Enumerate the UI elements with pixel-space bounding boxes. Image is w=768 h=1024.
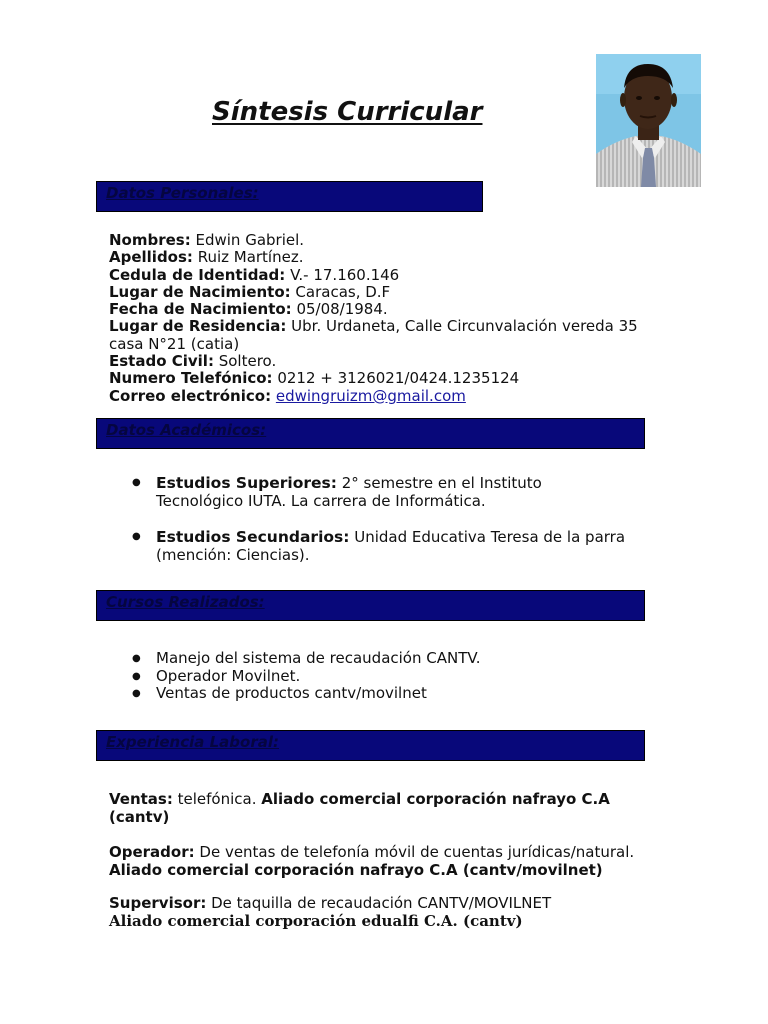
experience-ventas: Ventas: telefónica. Aliado comercial corporación nafrayo C.A (cantv) (109, 790, 610, 826)
section-header-academic (96, 418, 645, 449)
info-row-nombres: Nombres: Edwin Gabriel. (109, 231, 305, 249)
info-row-lugar-nacimiento: Lugar de Nacimiento: Caracas, D.F (109, 282, 391, 301)
list-item: ● Operador Movilnet. (132, 668, 480, 686)
info-row-estado-civil: Estado Civil: Soltero. (109, 352, 277, 371)
experience-operador: Operador: De ventas de telefonía móvil de cuentas jurídicas/natural. Aliado comercial corporación nafrayo C.A (cantv/movilnet) (109, 843, 635, 879)
section-header-courses (96, 590, 645, 621)
info-row-residencia: Lugar de Residencia: Ubr. Urdaneta, Calle Circunvalación vereda 35 (109, 317, 638, 336)
personal-info (109, 232, 638, 405)
courses-list (132, 650, 480, 703)
section-title-courses: Cursos Realizados: (106, 593, 265, 611)
section-title-experience: Experiencia Laboral: (106, 733, 279, 751)
info-row-correo: Correo electrónico: edwingruizm@gmail.com (109, 386, 466, 405)
info-row-fecha-nacimiento: Fecha de Nacimiento: 05/08/1984. (109, 300, 388, 319)
portrait-icon (596, 54, 701, 187)
page-title: Síntesis Curricular (212, 97, 483, 127)
info-row-telefono: Numero Telefónico: 0212 + 3126021/0424.1235124 (109, 369, 520, 388)
portrait-photo (596, 54, 701, 187)
list-item: ● Estudios Secundarios: Unidad Educativa Teresa de la parra (mención: Ciencias). (132, 528, 625, 564)
section-header-experience (96, 730, 645, 761)
list-item: ● Ventas de productos cantv/movilnet (132, 685, 480, 703)
academic-list (132, 474, 625, 564)
list-item: ● Manejo del sistema de recaudación CANTV. (132, 650, 480, 668)
section-title-personal: Datos Personales: (106, 184, 259, 202)
section-header-personal (96, 181, 483, 212)
section-title-academic: Datos Académicos: (106, 421, 267, 439)
list-item: ● Estudios Superiores: 2° semestre en el Instituto Tecnológico IUTA. La carrera de Informática. (132, 474, 625, 510)
email-link[interactable]: edwingruizm@gmail.com (275, 386, 466, 405)
info-row-apellidos: Apellidos: Ruiz Martínez. (109, 248, 304, 267)
info-row-residencia-cont: casa N°21 (catia) (109, 334, 240, 353)
experience-supervisor: Supervisor: De taquilla de recaudación CANTV/MOVILNET Aliado comercial corporación edualfi C.A. (cantv) (109, 894, 552, 930)
info-row-cedula: Cedula de Identidad: V.- 17.160.146 (109, 265, 400, 284)
